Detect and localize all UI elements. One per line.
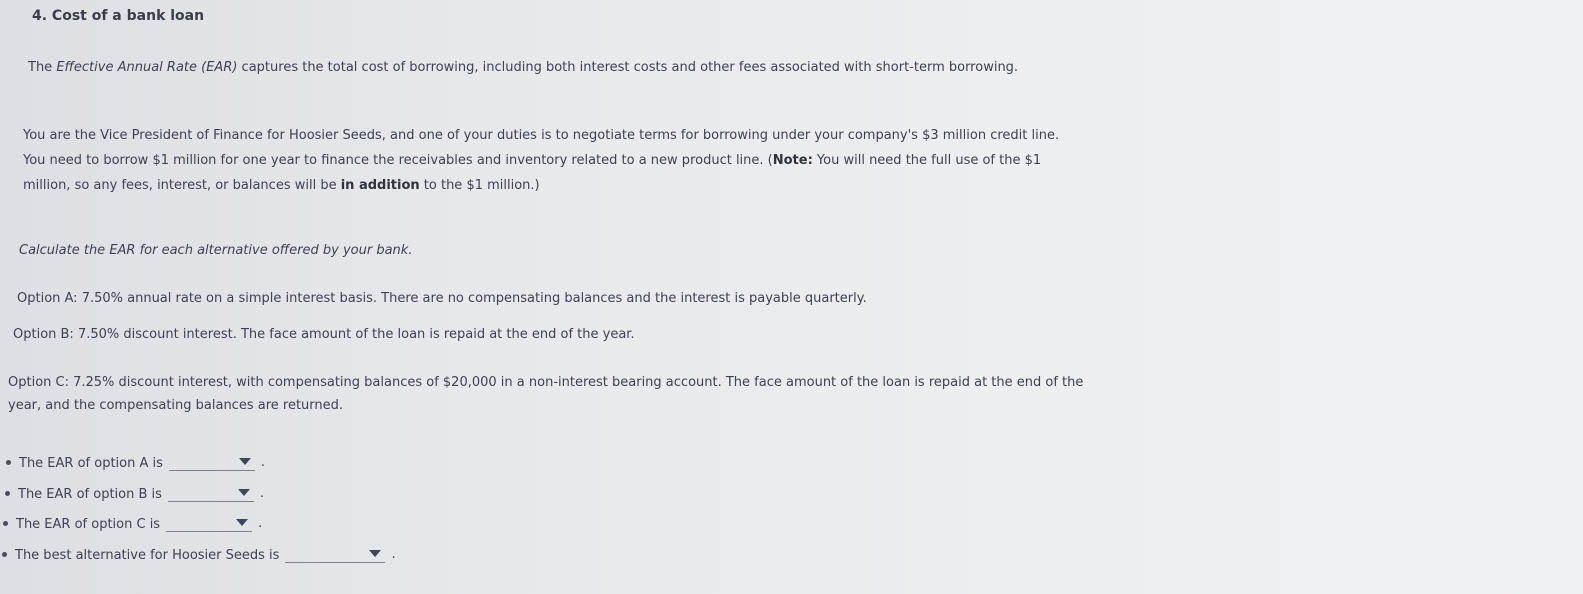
note-mid: You will need the full use of the $1 million, so any fees, interest, or balances will be <box>23 153 1042 193</box>
bullet-icon <box>2 552 7 557</box>
question-ear-option-a <box>6 451 265 471</box>
caret-down-icon[interactable] <box>369 550 381 557</box>
intro-rest: captures the total cost of borrowing, including both interest costs and other fees associated with short-term borrowing. <box>237 60 1019 75</box>
ear-term: Effective Annual Rate (EAR) <box>56 60 238 75</box>
question-terminator: . <box>391 547 396 562</box>
caret-down-icon[interactable] <box>236 519 248 526</box>
question-label: The EAR of option A is <box>19 456 163 471</box>
ear-option-a-dropdown[interactable] <box>169 452 255 471</box>
intro-pre: The <box>28 60 57 75</box>
scenario-paragraph <box>23 123 1083 198</box>
instruction-text: Calculate the EAR for each alternative offered by your bank. <box>19 243 413 258</box>
question-label: The EAR of option C is <box>16 517 161 532</box>
option-a-text: Option A: 7.50% annual rate on a simple interest basis. There are no compensating balances and the interest is payable quarterly. <box>17 291 867 306</box>
intro-paragraph <box>28 55 1028 80</box>
question-heading: 4. Cost of a bank loan <box>32 8 205 24</box>
ear-option-c-dropdown[interactable] <box>166 513 252 532</box>
option-c-text: Option C: 7.25% discount interest, with compensating balances of $20,000 in a non-interest bearing account. The face amount of the loan is repaid at the end of the year, and the compensating balances are returned. <box>8 375 1084 413</box>
bullet-icon <box>6 460 11 465</box>
question-terminator: . <box>260 455 266 470</box>
bullet-icon <box>3 521 8 526</box>
question-ear-option-b <box>5 482 264 502</box>
question-terminator: . <box>259 486 265 501</box>
scenario-text: You are the Vice President of Finance for Hoosier Seeds, and one of your duties is to negotiate terms for borrowing under your company's $3 million credit line. You need to borrow $1 million for one year to finance the receivables and inventory related to a new product line. ( <box>23 128 1060 168</box>
caret-down-icon[interactable] <box>238 489 250 496</box>
note-end: to the $1 million.) <box>419 178 540 193</box>
option-b-text: Option B: 7.50% discount interest. The face amount of the loan is repaid at the end of the year. <box>13 327 635 342</box>
best-alternative-dropdown[interactable] <box>285 544 385 563</box>
note-emphasis: in addition <box>340 178 420 193</box>
question-best-alternative <box>2 543 396 563</box>
note-label: Note: <box>772 153 813 168</box>
ear-option-b-dropdown[interactable] <box>168 483 254 502</box>
caret-down-icon[interactable] <box>239 458 251 465</box>
question-terminator: . <box>258 516 263 531</box>
question-ear-option-c <box>3 512 262 532</box>
bullet-icon <box>5 491 10 496</box>
question-label: The best alternative for Hoosier Seeds is <box>15 548 280 563</box>
question-label: The EAR of option B is <box>18 487 162 502</box>
